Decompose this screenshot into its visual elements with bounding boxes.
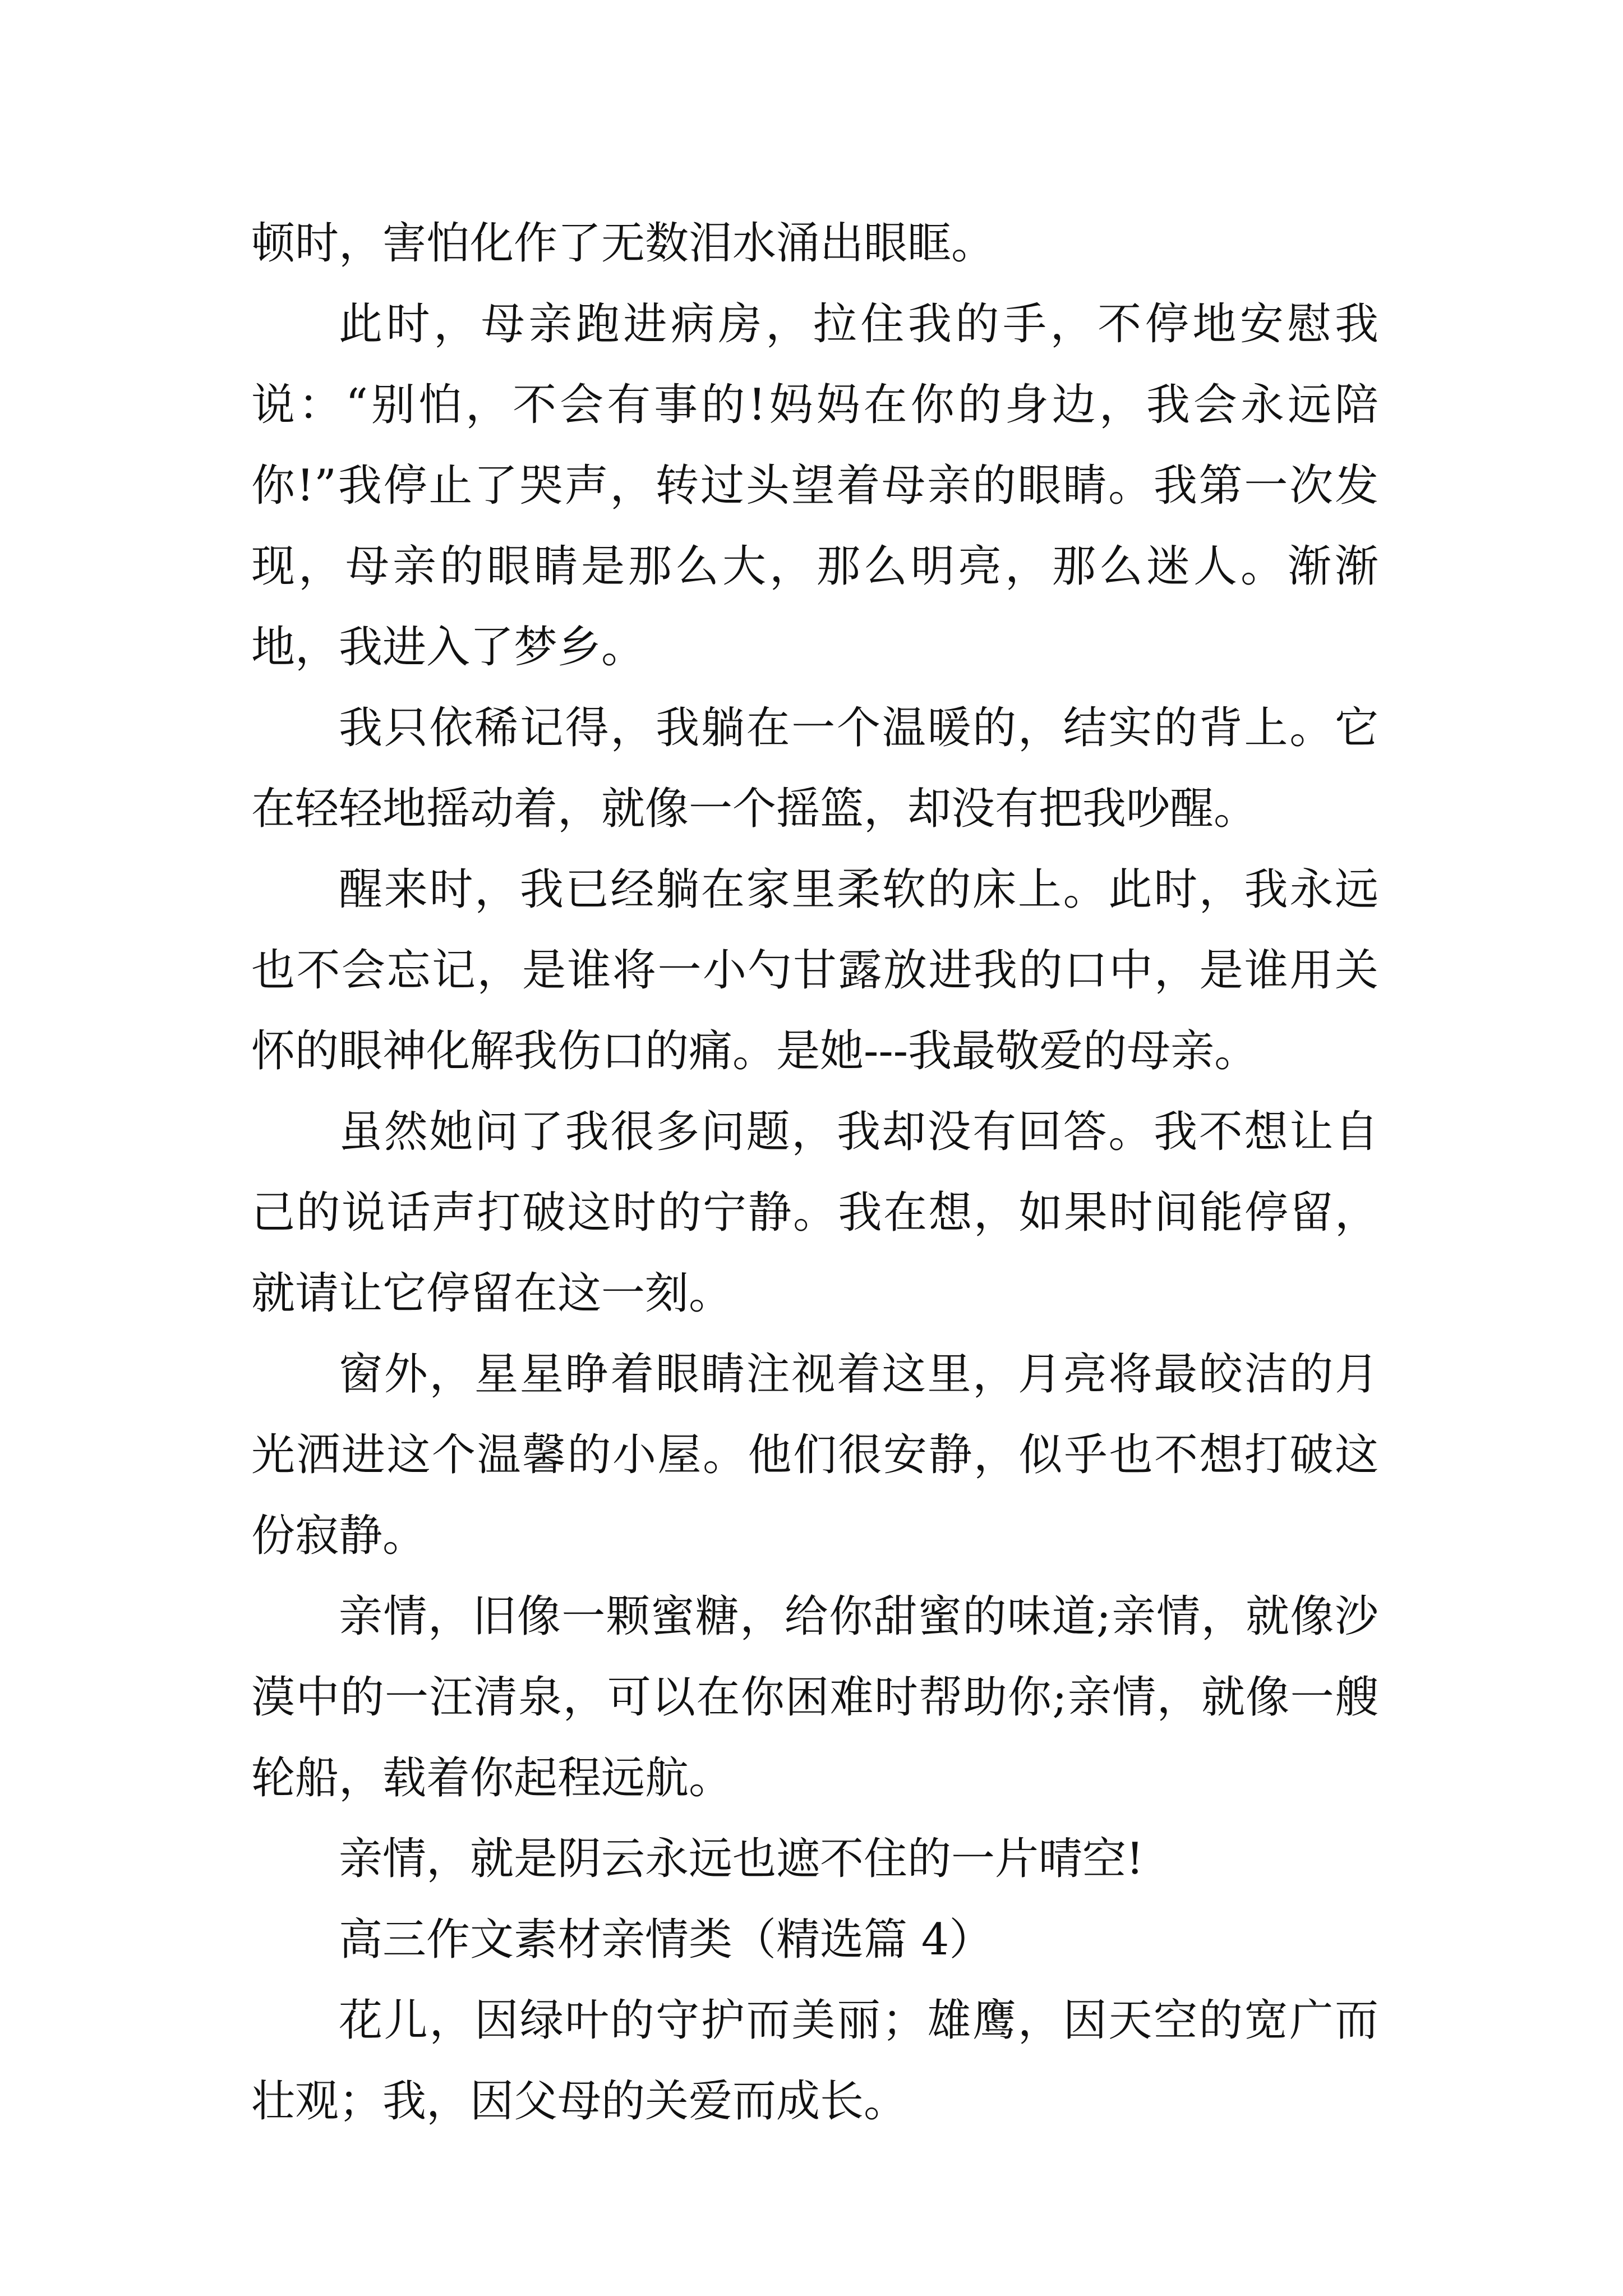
paragraph: 此时，母亲跑进病房，拉住我的手，不停地安慰我说：“别怕，不会有事的!妈妈在你的身边，我会永远陪你!”我停止了哭声，转过头望着母亲的眼睛。我第一次发现，母亲的眼睛是那么大，那么明亮，那么迷人。渐渐地，我进入了梦乡。: [251, 299, 1378, 673]
paragraph-continuation: 顿时，害怕化作了无数泪水涌出眼眶。: [251, 218, 995, 269]
paragraph: 花儿，因绿叶的守护而美丽；雄鹰，因天空的宽广而壮观；我，因父母的关爱而成长。: [251, 1995, 1378, 2127]
section-heading: 高三作文素材亲情类（精选篇 4）: [339, 1915, 993, 1965]
paragraph: 虽然她问了我很多问题，我却没有回答。我不想让自己的说话声打破这时的宁静。我在想，如果时间能停留，就请让它停留在这一刻。: [251, 1107, 1378, 1319]
paragraph: 醒来时，我已经躺在家里柔软的床上。此时，我永远也不会忘记，是谁将一小勺甘露放进我的口中，是谁用关怀的眼神化解我伤口的痛。是她---我最敬爱的母亲。: [251, 864, 1378, 1076]
paragraph: 我只依稀记得，我躺在一个温暖的，结实的背上。它在轻轻地摇动着，就像一个摇篮，却没有把我吵醒。: [251, 703, 1378, 834]
document-body: [251, 203, 1378, 2142]
paragraph: 亲情，就是阴云永远也遮不住的一片晴空!: [339, 1834, 1144, 1884]
paragraph: 窗外，星星睁着眼睛注视着这里，月亮将最皎洁的月光洒进这个温馨的小屋。他们很安静，似乎也不想打破这份寂静。: [251, 1349, 1378, 1561]
paragraph: 亲情，旧像一颗蜜糖，给你甜蜜的味道;亲情，就像沙漠中的一汪清泉，可以在你困难时帮助你;亲情，就像一艘轮船，载着你起程远航。: [251, 1591, 1378, 1803]
